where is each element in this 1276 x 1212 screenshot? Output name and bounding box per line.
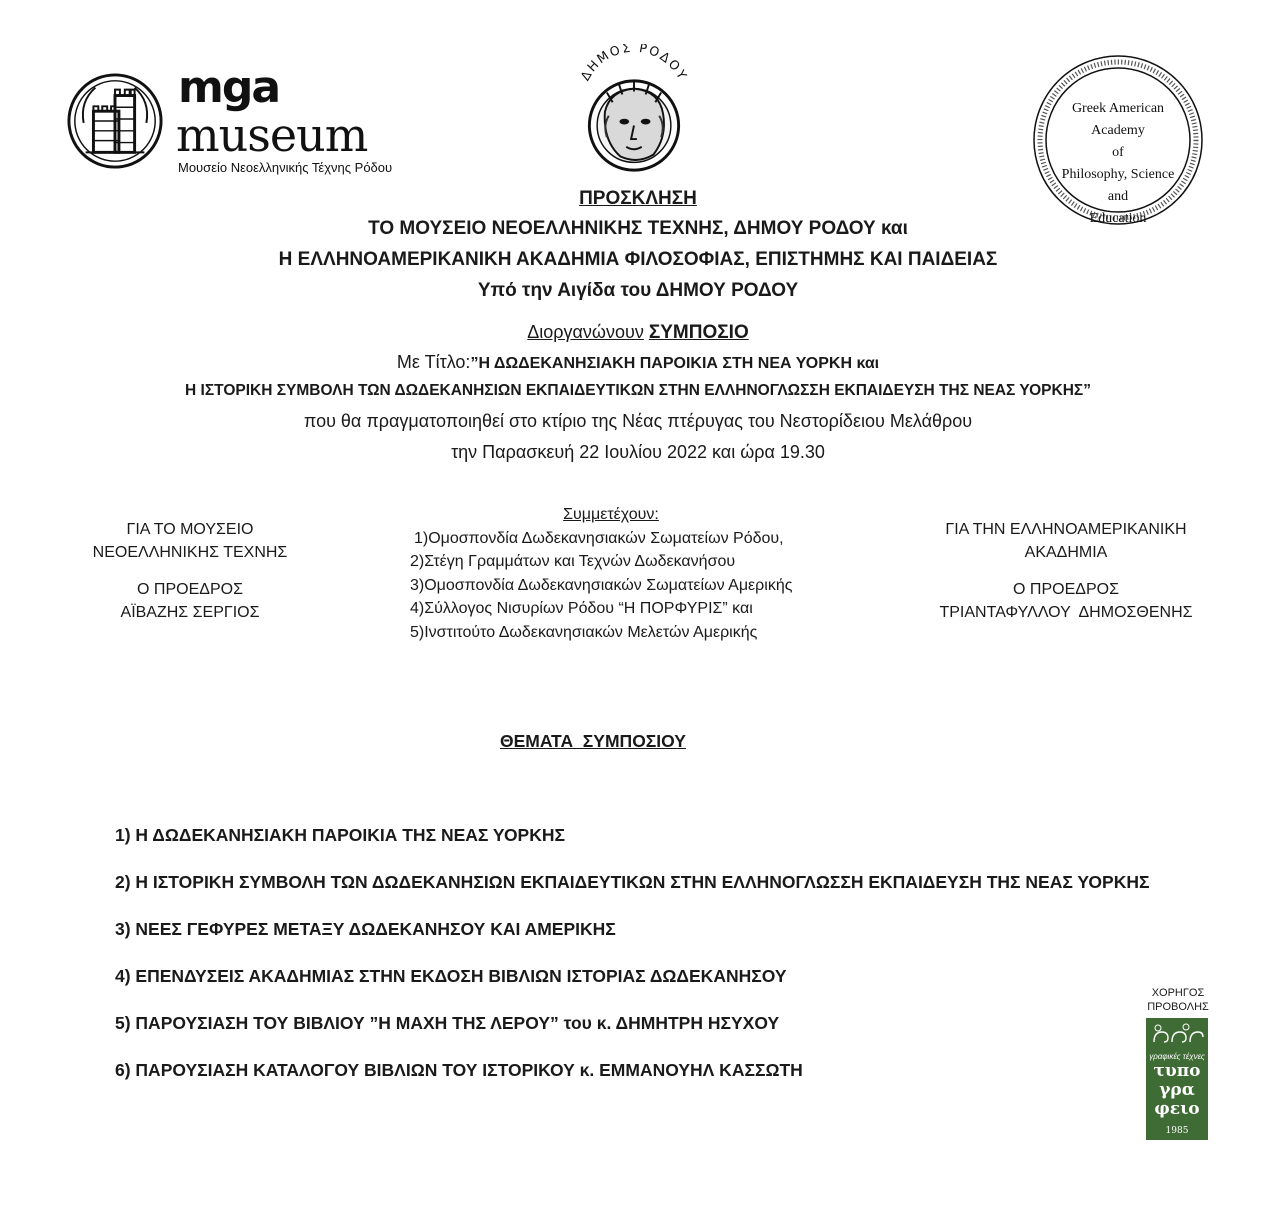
gaa-line-1: Greek American Academy [1071, 101, 1165, 138]
title-text-1: ”Η ΔΩΔΕΚΑΝΗΣΙΑΚΗ ΠΑΡΟΙΚΙΑ ΣΤΗ ΝΕΑ ΥΟΡΚΗ και [470, 355, 880, 372]
gaa-line-3: Philosophy, Science and [1061, 167, 1175, 204]
participant-item: 3)Ομοσπονδία Δωδεκανησιακών Σωματείων Αμερικής [410, 576, 793, 594]
title-prefix: Με Τίτλο: [396, 352, 471, 372]
date-line: την Παρασκευή 22 Ιουλίου 2022 και ώρα 19.30 [451, 442, 825, 462]
sponsor-title-2: ΠΡΟΒΟΛΗΣ [1147, 1001, 1209, 1013]
venue-line: που θα πραγματοποιηθεί στο κτίριο της Νέας πτέρυγας του Νεστορίδειου Μελάθρου [303, 411, 973, 431]
left-col-line-2: ΝΕΟΕΛΛΗΝΙΚΗΣ ΤΕΧΝΗΣ [92, 544, 288, 561]
sponsor-year: 1985 [1165, 1126, 1189, 1136]
gaa-line-2: of [1112, 145, 1124, 160]
topic-item: 5) ΠΑΡΟΥΣΙΑΣΗ ΤΟΥ ΒΙΒΛΙΟΥ ”Η ΜΑΧΗ ΤΗΣ ΛΕΡΟΥ” του κ. ΔΗΜΗΤΡΗ ΗΣΥΧΟΥ [115, 1013, 780, 1033]
fortress-tower-icon [66, 72, 164, 170]
sponsor-tagline: γραφικές τέχνες [1149, 1052, 1205, 1061]
participant-item: 2)Στέγη Γραμμάτων και Τεχνών Δωδεκανήσου [410, 553, 736, 570]
dimos-arc-text: ΔΗΜΟΣ ΡΟΔΟΥ [577, 44, 691, 84]
right-col-line-1: ΓΙΑ ΤΗΝ ΕΛΛΗΝΟΑΜΕΡΙΚΑΝΙΚΗ [945, 521, 1187, 538]
left-col-name: ΑΪΒΑΖΗΣ ΣΕΡΓΙΟΣ [120, 604, 260, 621]
gaa-line-4: Education [1089, 211, 1147, 226]
sponsor-title [1140, 986, 1216, 1014]
title-line-1 [0, 352, 1276, 373]
right-col-name: ΤΡΙΑΝΤΑΦΥΛΛΟΥ ΔΗΜΟΣΘΕΝΗΣ [939, 604, 1193, 621]
topic-item: 4) ΕΠΕΝΔΥΣΕΙΣ ΑΚΑΔΗΜΙΑΣ ΣΤΗΝ ΕΚΔΟΣΗ ΒΙΒΛΙΩΝ ΙΣΤΟΡΙΑΣ ΔΩΔΕΚΑΝΗΣΟΥ [115, 966, 787, 986]
header-line-1: ΤΟ ΜΟΥΣΕΙΟ ΝΕΟΕΛΛΗΝΙΚΗΣ ΤΕΧΝΗΣ, ΔΗΜΟΥ ΡΟΔΟΥ και [368, 218, 908, 239]
sponsor-logo-line-2: γρα [1159, 1080, 1195, 1100]
participant-item: 4)Σύλλογος Νισυρίων Ρόδου “Η ΠΟΡΦΥΡΙΣ” και [410, 600, 753, 617]
museum-wordmark: museum [176, 108, 368, 162]
left-col-role: Ο ΠΡΟΕΔΡΟΣ [137, 581, 243, 598]
mga-wordmark: mga [178, 62, 280, 113]
participants-heading: Συμμετέχουν: [563, 506, 659, 523]
topic-item: 1) Η ΔΩΔΕΚΑΝΗΣΙΑΚΗ ΠΑΡΟΙΚΙΑ ΤΗΣ ΝΕΑΣ ΥΟΡΚΗΣ [115, 825, 566, 845]
dimos-rodou-logo [566, 44, 702, 174]
organize-text: Διοργανώνουν [527, 322, 644, 342]
museum-signatory [70, 518, 310, 624]
organize-line [0, 322, 1276, 344]
sponsor-logo-line-3: φειο [1154, 1099, 1200, 1119]
sponsor-logo-line-1: τυπο [1153, 1061, 1201, 1081]
helios-coin-icon [566, 44, 702, 174]
typografeio-sponsor-logo [1146, 1018, 1208, 1140]
academy-signatory [906, 518, 1226, 624]
participant-item: 5)Ινστιτούτο Δωδεκανησιακών Μελετών Αμερικής [410, 623, 758, 641]
svg-text:ΔΗΜΟΣ ΡΟΔΟΥ [577, 44, 691, 83]
invitation-heading: ΠΡΟΣΚΛΗΣΗ [579, 188, 697, 209]
participants-block [396, 503, 896, 644]
header-line-3: Υπό την Αιγίδα του ΔΗΜΟΥ ΡΟΔΟΥ [477, 280, 799, 301]
right-col-role: Ο ΠΡΟΕΔΡΟΣ [1013, 581, 1119, 598]
sponsor-title-1: ΧΟΡΗΓΟΣ [1151, 987, 1205, 999]
symposium-text: ΣΥΜΠΟΣΙΟ [648, 322, 749, 343]
swirl-ornament-icon [1146, 1020, 1208, 1050]
topics-heading: ΘΕΜΑΤΑ ΣΥΜΠΟΣΙΟΥ [500, 731, 686, 751]
mga-subtitle: Μουσείο Νεοελληνικής Τέχνης Ρόδου [178, 160, 393, 175]
topic-item: 3) ΝΕΕΣ ΓΕΦΥΡΕΣ ΜΕΤΑΞΥ ΔΩΔΕΚΑΝΗΣΟΥ ΚΑΙ ΑΜΕΡΙΚΗΣ [115, 919, 616, 939]
left-col-line-1: ΓΙΑ ΤΟ ΜΟΥΣΕΙΟ [126, 521, 254, 538]
title-line-2: Η ΙΣΤΟΡΙΚΗ ΣΥΜΒΟΛΗ ΤΩΝ ΔΩΔΕΚΑΝΗΣΙΩΝ ΕΚΠΑΙΔΕΥΤΙΚΩΝ ΣΤΗΝ ΕΛΛΗΝΟΓΛΩΣΣΗ ΕΚΠΑΙΔΕΥΣΗ ΤΗΣ ΝΕΑΣ ΥΟΡΚΗΣ” [185, 382, 1091, 399]
topic-item: 2) Η ΙΣΤΟΡΙΚΗ ΣΥΜΒΟΛΗ ΤΩΝ ΔΩΔΕΚΑΝΗΣΙΩΝ ΕΚΠΑΙΔΕΥΤΙΚΩΝ ΣΤΗΝ ΕΛΛΗΝΟΓΛΩΣΣΗ ΕΚΠΑΙΔΕΥΣΗ ΤΗΣ ΝΕΑΣ ΥΟΡΚΗΣ [115, 872, 1150, 892]
header-line-2: Η ΕΛΛΗΝΟΑΜΕΡΙΚΑΝΙΚΗ ΑΚΑΔΗΜΙΑ ΦΙΛΟΣΟΦΙΑΣ, ΕΠΙΣΤΗΜΗΣ ΚΑΙ ΠΑΙΔΕΙΑΣ [278, 249, 998, 270]
participant-item: 1)Ομοσπονδία Δωδεκανησιακών Σωματείων Ρόδου, [414, 529, 784, 547]
right-col-line-2: ΑΚΑΔΗΜΙΑ [1024, 544, 1108, 561]
topic-item: 6) ΠΑΡΟΥΣΙΑΣΗ ΚΑΤΑΛΟΓΟΥ ΒΙΒΛΙΩΝ ΤΟΥ ΙΣΤΟΡΙΚΟΥ κ. ΕΜΜΑΝΟΥΗΛ ΚΑΣΣΩΤΗ [115, 1060, 803, 1080]
mga-museum-logo [66, 64, 426, 184]
